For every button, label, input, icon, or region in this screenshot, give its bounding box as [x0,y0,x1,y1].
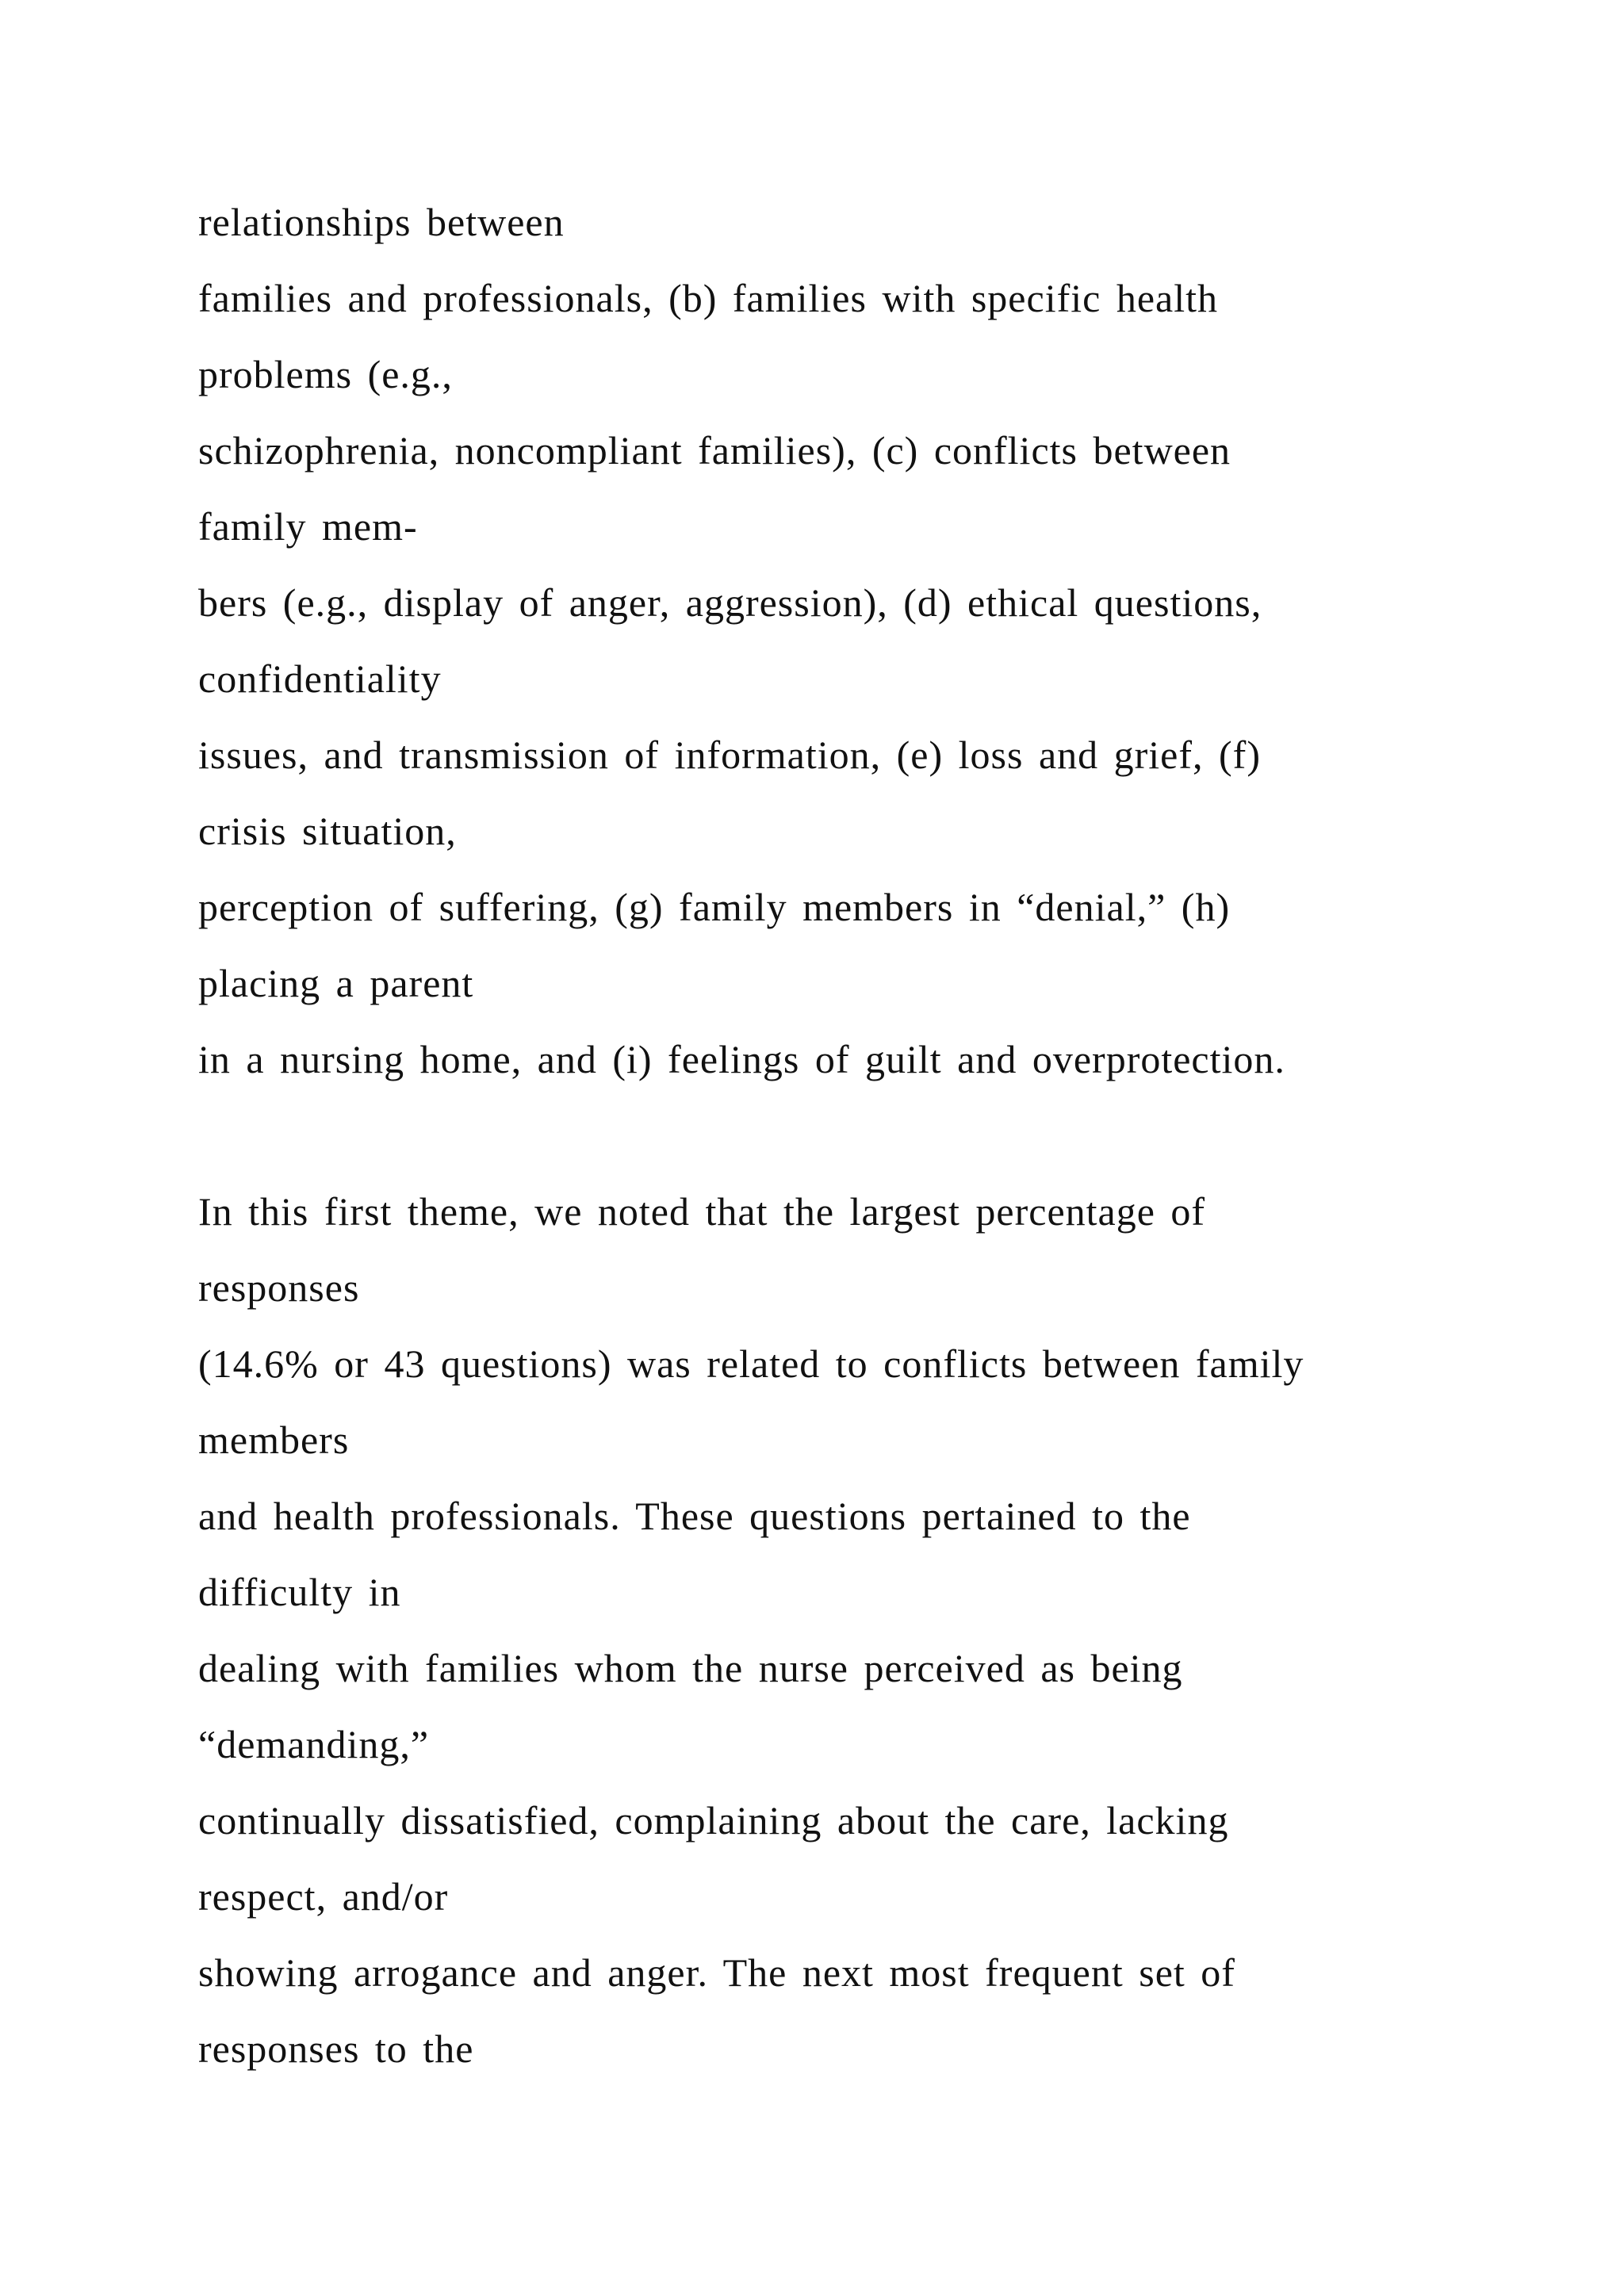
text-line: perception of suffering, (g) family members in “denial,” (h) [198,885,1231,929]
text-line: in a nursing home, and (i) feelings of guilt and overprotection. [198,1037,1285,1081]
text-line: relationships between [198,200,565,244]
text-line: problems (e.g., [198,352,453,396]
text-line: confidentiality [198,656,442,701]
text-line: responses to the [198,2026,474,2071]
text-line: difficulty in [198,1570,401,1614]
text-line: families and professionals, (b) families with specific health [198,276,1218,320]
text-line: responses [198,1265,360,1310]
text-line: bers (e.g., display of anger, aggression), (d) ethical questions, [198,580,1262,625]
text-line: and health professionals. These questions pertained to the [198,1494,1191,1538]
text-line: members [198,1418,350,1462]
text-line: “demanding,” [198,1722,430,1766]
text-line: schizophrenia, noncompliant families), (c) conflicts between [198,428,1231,473]
text-line: continually dissatisfied, complaining about the care, lacking [198,1798,1229,1843]
paragraph-1 [198,184,1499,1097]
text-line: family mem- [198,504,418,549]
text-line: issues, and transmission of information, (e) loss and grief, (f) [198,733,1261,777]
text-line: showing arrogance and anger. The next most frequent set of [198,1950,1235,1995]
text-line: crisis situation, [198,809,457,853]
text-line: (14.6% or 43 questions) was related to conflicts between family [198,1341,1304,1386]
text-line: respect, and/or [198,1874,449,1919]
text-line: dealing with families whom the nurse perceived as being [198,1646,1183,1690]
paragraph-2 [198,1173,1499,2087]
text-line: placing a parent [198,961,474,1005]
text-line: In this first theme, we noted that the largest percentage of [198,1189,1206,1234]
